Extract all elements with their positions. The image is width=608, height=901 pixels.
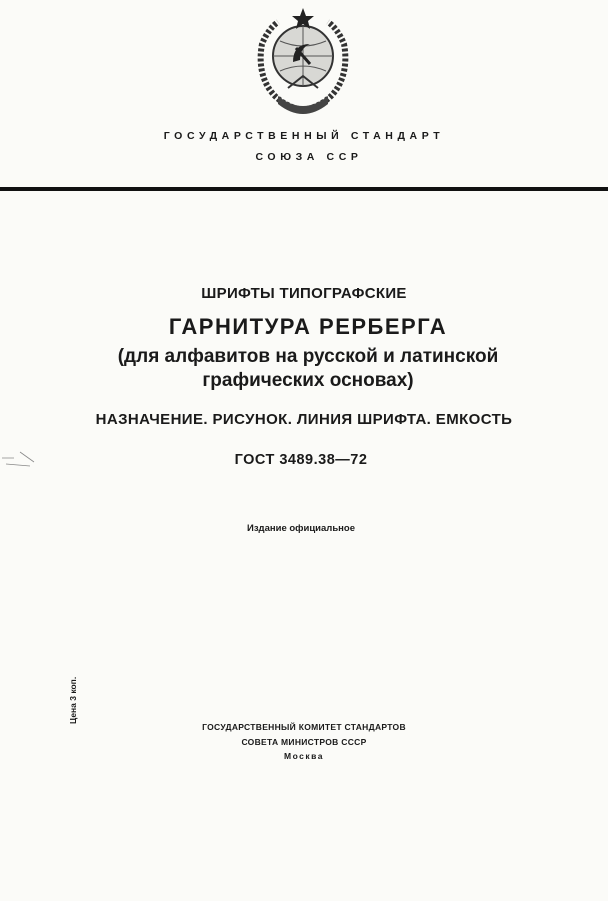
title-category: ШРИФТЫ ТИПОГРАФСКИЕ: [201, 285, 407, 302]
header-ussr: СОЮЗА ССР: [255, 151, 363, 163]
title-sections: НАЗНАЧЕНИЕ. РИСУНОК. ЛИНИЯ ШРИФТА. ЕМКОСТЬ: [95, 411, 513, 428]
publisher-committee: ГОСУДАРСТВЕННЫЙ КОМИТЕТ СТАНДАРТОВ: [202, 722, 406, 732]
edition-label: Издание официальное: [247, 523, 355, 534]
standard-number: ГОСТ 3489.38—72: [234, 452, 368, 468]
publisher-council: СОВЕТА МИНИСТРОВ СССР: [241, 737, 367, 747]
header-divider: [0, 187, 608, 191]
ussr-state-emblem-icon: [248, 6, 358, 118]
title-typeface-name: ГАРНИТУРА РЕРБЕРГА: [168, 314, 448, 339]
scan-artifact-marks: [0, 440, 40, 470]
title-subtitle-line1: (для алфавитов на русской и латинской: [117, 346, 499, 367]
title-subtitle-line2: графических основах): [202, 370, 414, 391]
header-state-standard: ГОСУДАРСТВЕННЫЙ СТАНДАРТ: [163, 130, 445, 142]
publisher-city: Москва: [284, 751, 324, 761]
price-label: Цена 3 коп.: [68, 676, 78, 724]
title-subtitle: [0, 345, 608, 393]
